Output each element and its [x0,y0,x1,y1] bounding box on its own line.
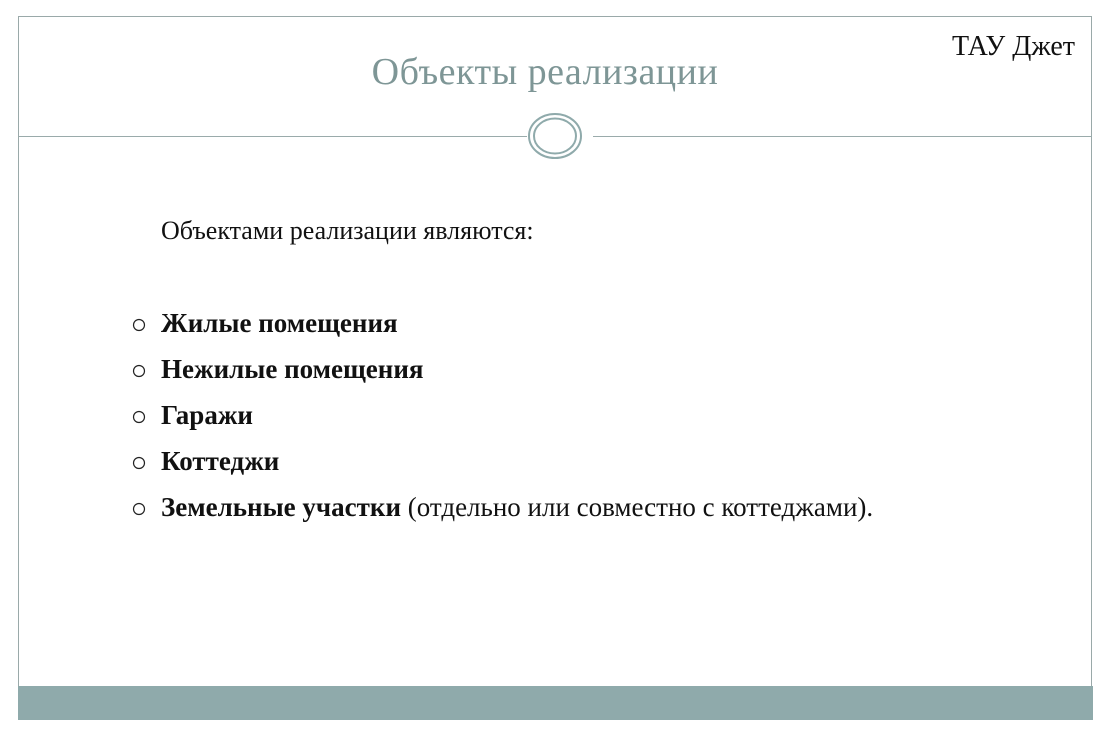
hollow-circle-bullet-icon [132,318,146,332]
list-item-bold: Нежилые помещения [161,354,424,384]
list-item-text [161,352,424,386]
hollow-circle-bullet-icon [132,502,146,516]
title-divider-left [19,136,527,137]
list-item-text [161,444,279,478]
list-item-bold: Жилые помещения [161,308,398,338]
intro-text: Объектами реализации являются: [161,216,534,245]
list-item-text [161,490,873,524]
hollow-circle-bullet-icon [132,456,146,470]
brand-label: ТАУ Джет [951,31,1075,62]
list-item-text [161,306,398,340]
list-item-bold: Гаражи [161,400,253,430]
list-item-rest: (отдельно или совместно с коттеджами). [401,492,874,522]
footer-accent-band [18,686,1093,720]
title-divider-right [593,136,1092,137]
hollow-circle-bullet-icon [132,410,146,424]
slide-title: Объекты реализации [371,51,719,93]
list-item-text [161,398,253,432]
double-circle-icon [526,111,584,161]
list-item-bold: Коттеджи [161,446,280,476]
list-item-bold: Земельные участки [161,492,401,522]
hollow-circle-bullet-icon [132,364,146,378]
